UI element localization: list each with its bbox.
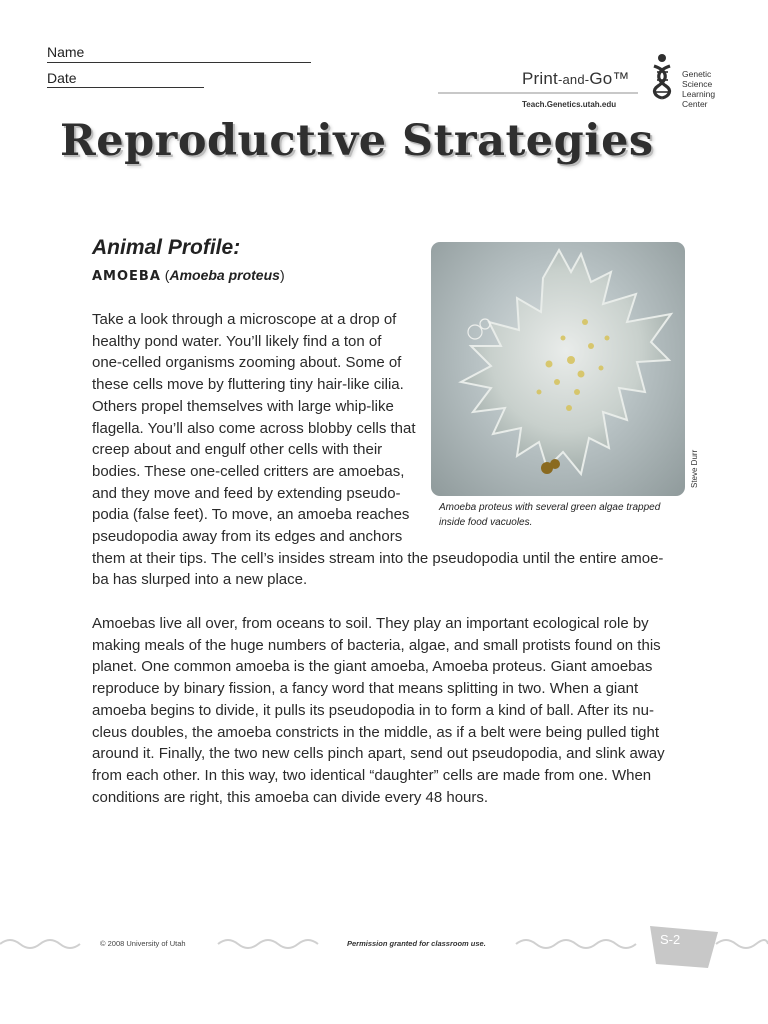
text-line: conditions are right, this amoeba can divide every 48 hours. xyxy=(92,788,489,806)
page-number: S-2 xyxy=(660,932,681,947)
species-open-paren: ( xyxy=(164,267,170,283)
dna-logo-icon xyxy=(648,52,678,100)
brand-title-main: Print xyxy=(522,69,558,88)
caption-line: inside food vacuoles. xyxy=(439,517,533,528)
photo-credit: Steve Durr xyxy=(690,449,699,488)
text-line: from each other. In this way, two identical “daughter” cells are made from one. When xyxy=(92,766,652,784)
amoeba-illustration-icon xyxy=(431,242,685,496)
brand-title-end: Go™ xyxy=(589,69,630,88)
text-line: reproduce by binary fission, a fancy word that means splitting in two. When a giant xyxy=(92,680,639,698)
name-field-line[interactable] xyxy=(47,62,311,63)
text-line: Amoebas live all over, from oceans to soil. They play an important ecological role by xyxy=(92,615,649,632)
org-line: Genetic xyxy=(682,69,712,79)
text-line: and they move and feed by extending pseudo- xyxy=(92,484,401,502)
org-name xyxy=(682,69,715,109)
text-line: Others propel themselves with large whip-like xyxy=(92,397,394,415)
org-line: Learning xyxy=(682,89,716,99)
text-line: one-celled organisms zooming about. Some of xyxy=(92,354,402,372)
org-line: Center xyxy=(682,99,708,109)
text-line: podia (false feet). To move, an amoeba reaches xyxy=(92,506,410,524)
footer-permission: Permission granted for classroom use. xyxy=(347,939,486,948)
species-line xyxy=(92,267,285,284)
brand-url: Teach.Genetics.utah.edu xyxy=(522,100,617,109)
text-line: around it. Finally, the two new cells pinch apart, send out pseudopodia, and slink away xyxy=(92,745,665,763)
text-line: these cells move by fluttering tiny hair-like cilia. xyxy=(92,376,404,394)
footer-copyright: © 2008 University of Utah xyxy=(100,939,186,948)
species-close-paren: ) xyxy=(279,267,285,283)
photo-caption xyxy=(439,500,660,530)
text-line: making meals of the huge numbers of bacteria, algae, and small protists found on this xyxy=(92,636,661,654)
text-line: them at their tips. The cell’s insides stream into the pseudopodia until the entire amoe- xyxy=(92,549,664,567)
text-line: planet. One common amoeba is the giant amoeba, Amoeba proteus. Giant amoebas xyxy=(92,658,653,676)
page-number-tag xyxy=(648,918,720,970)
text-line: cleus doubles, the amoeba constricts in the middle, as if a belt were being pulled tight xyxy=(92,723,659,741)
text-line: bodies. These one-celled critters are amoebas, xyxy=(92,462,405,480)
text-line: ba has slurped into a new place. xyxy=(92,571,308,589)
org-line: Science xyxy=(682,79,713,89)
amoeba-photo xyxy=(431,242,685,496)
paragraph-1-wrapped xyxy=(92,309,416,548)
profile-heading: Animal Profile: xyxy=(92,236,241,259)
text-line: creep about and engulf other cells with their xyxy=(92,441,383,459)
date-field-line[interactable] xyxy=(47,87,204,88)
brand-title xyxy=(522,69,630,89)
page-title: Reproductive Strategies xyxy=(60,116,654,166)
date-label: Date xyxy=(47,70,77,86)
paragraph-1-continued xyxy=(92,548,663,591)
species-latin-name: Amoeba proteus xyxy=(169,267,280,283)
paragraph-2 xyxy=(92,613,665,808)
text-line: Take a look through a microscope at a drop of xyxy=(92,311,397,328)
text-line: pseudopodia away from its edges and anchors xyxy=(92,528,403,546)
name-label: Name xyxy=(47,44,85,60)
text-line: amoeba begins to divide, it pulls its pseudopodia in to form a kind of ball. After its nu- xyxy=(92,701,654,719)
species-common-name: AMOEBA xyxy=(92,269,161,284)
caption-line: Amoeba proteus with several green algae trapped xyxy=(439,502,661,513)
brand-rule xyxy=(438,92,638,94)
brand-title-mid: -and- xyxy=(557,72,590,87)
text-line: healthy pond water. You’ll likely find a ton of xyxy=(92,332,382,350)
text-line: flagella. You’ll also come across blobby cells that xyxy=(92,419,416,437)
